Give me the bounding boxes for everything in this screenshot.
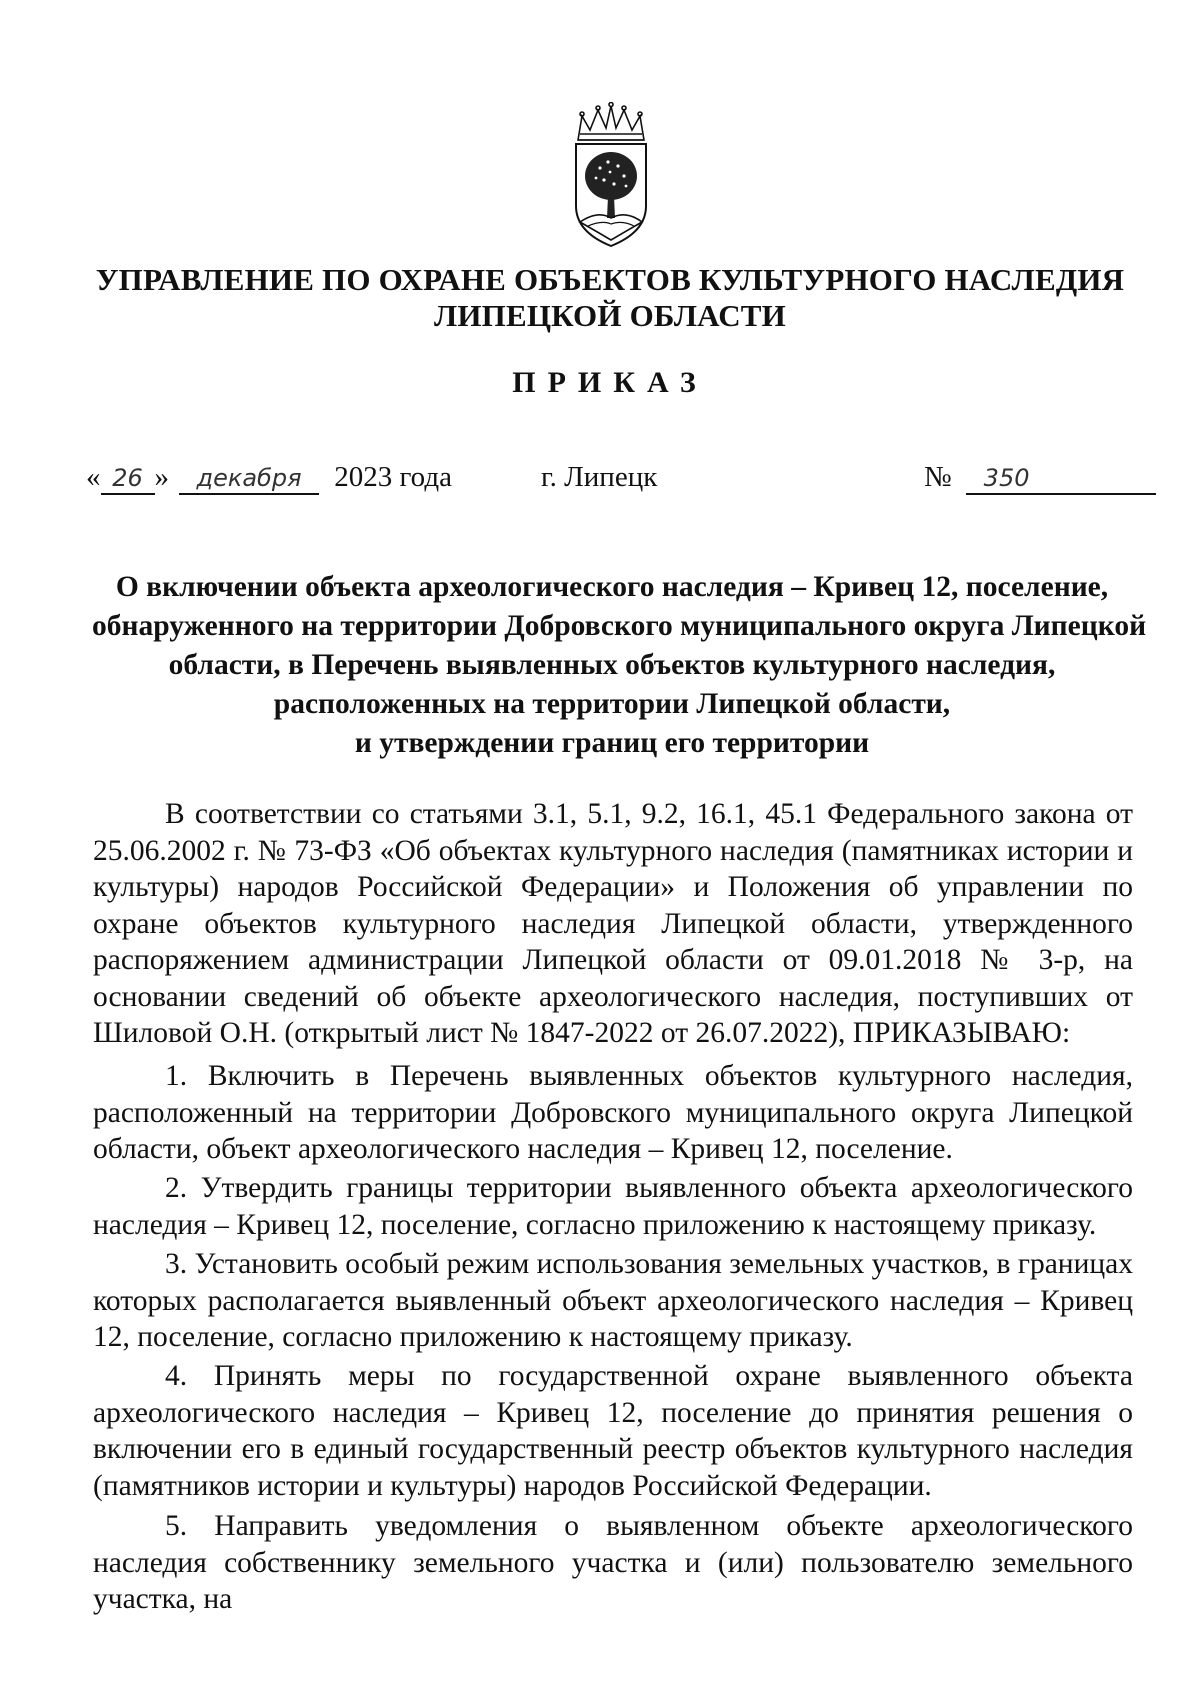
preamble-paragraph: В соответствии со статьями 3.1, 5.1, 9.2, 16.1, 45.1 Федерального закона от 25.06.2002 г. № 73-ФЗ «Об объектах культурного наследия (памятниках истории и культуры) народов Российской Федерации» и Положения об управлении по охране объектов культурного наследия Липецкой области, утвержденного распоряжением администрации Липецкой области от 09.01.2018 № 3-р, на основании сведений об объекте археологического наследия, поступивших от Шиловой О.Н. (открытый лист № 1847-2022 от 26.07.2022), ПРИКАЗЫВАЮ: [93, 798, 1133, 1049]
order-item-1: 1. Включить в Перечень выявленных объектов культурного наследия, расположенный на территории Добровского муниципального округа Липецкой области, объект археологического наследия – Кривец 12, поселение. [93, 1060, 1133, 1165]
date-year: 2023 года [334, 461, 452, 493]
document-title [92, 568, 1147, 763]
order-item-2: 2. Утвердить границы территории выявленного объекта археологического наследия – Кривец 12, поселение, согласно приложению к настоящему приказу. [93, 1172, 1133, 1241]
title-line: обнаруженного на территории Добровского муниципального округа Липецкой [92, 610, 1147, 642]
organization-name-line2: ЛИПЕЦКОЙ ОБЛАСТИ [434, 298, 786, 333]
document-type-heading: ПРИКАЗ [512, 366, 708, 399]
document-number [924, 460, 1156, 495]
title-line: и утверждении границ его территории [354, 727, 870, 759]
order-item-3: 3. Установить особый режим использования земельных участков, в границах которых располагается выявленный объект археологического наследия – Кривец 12, поселение, согласно приложению к настоящему приказу. [93, 1248, 1134, 1353]
date-day-handwritten: 26 [112, 464, 143, 492]
title-line: О включении объекта археологического наследия – Кривец 12, поселение, [115, 571, 1109, 603]
document-city: г. Липецк [541, 461, 658, 493]
date-close-quote: » [154, 461, 169, 493]
lipetsk-coat-of-arms-emblem [568, 102, 654, 250]
organization-name-line1: УПРАВЛЕНИЕ ПО ОХРАНЕ ОБЪЕКТОВ КУЛЬТУРНОГО НАСЛЕДИЯ [95, 262, 1125, 297]
document-date [86, 460, 452, 495]
order-item-5: 5. Направить уведомления о выявленном объекте археологического наследия собственнику земельного участка и (или) пользователю земельного участка, на [93, 1510, 1133, 1615]
title-line: области, в Перечень выявленных объектов культурного наследия, [168, 649, 1056, 681]
number-handwritten: 350 [983, 464, 1030, 492]
date-open-quote: « [86, 461, 101, 493]
date-month-handwritten: декабря [196, 464, 302, 492]
title-line: расположенных на территории Липецкой области, [273, 688, 951, 720]
order-item-4: 4. Принять меры по государственной охране выявленного объекта археологического наследия – Кривец 12, поселение до принятия решения о включении его в единый государственный реестр объектов культурного наследия (памятников истории и культуры) народов Российской Федерации. [93, 1360, 1133, 1502]
number-label: № [924, 461, 952, 493]
